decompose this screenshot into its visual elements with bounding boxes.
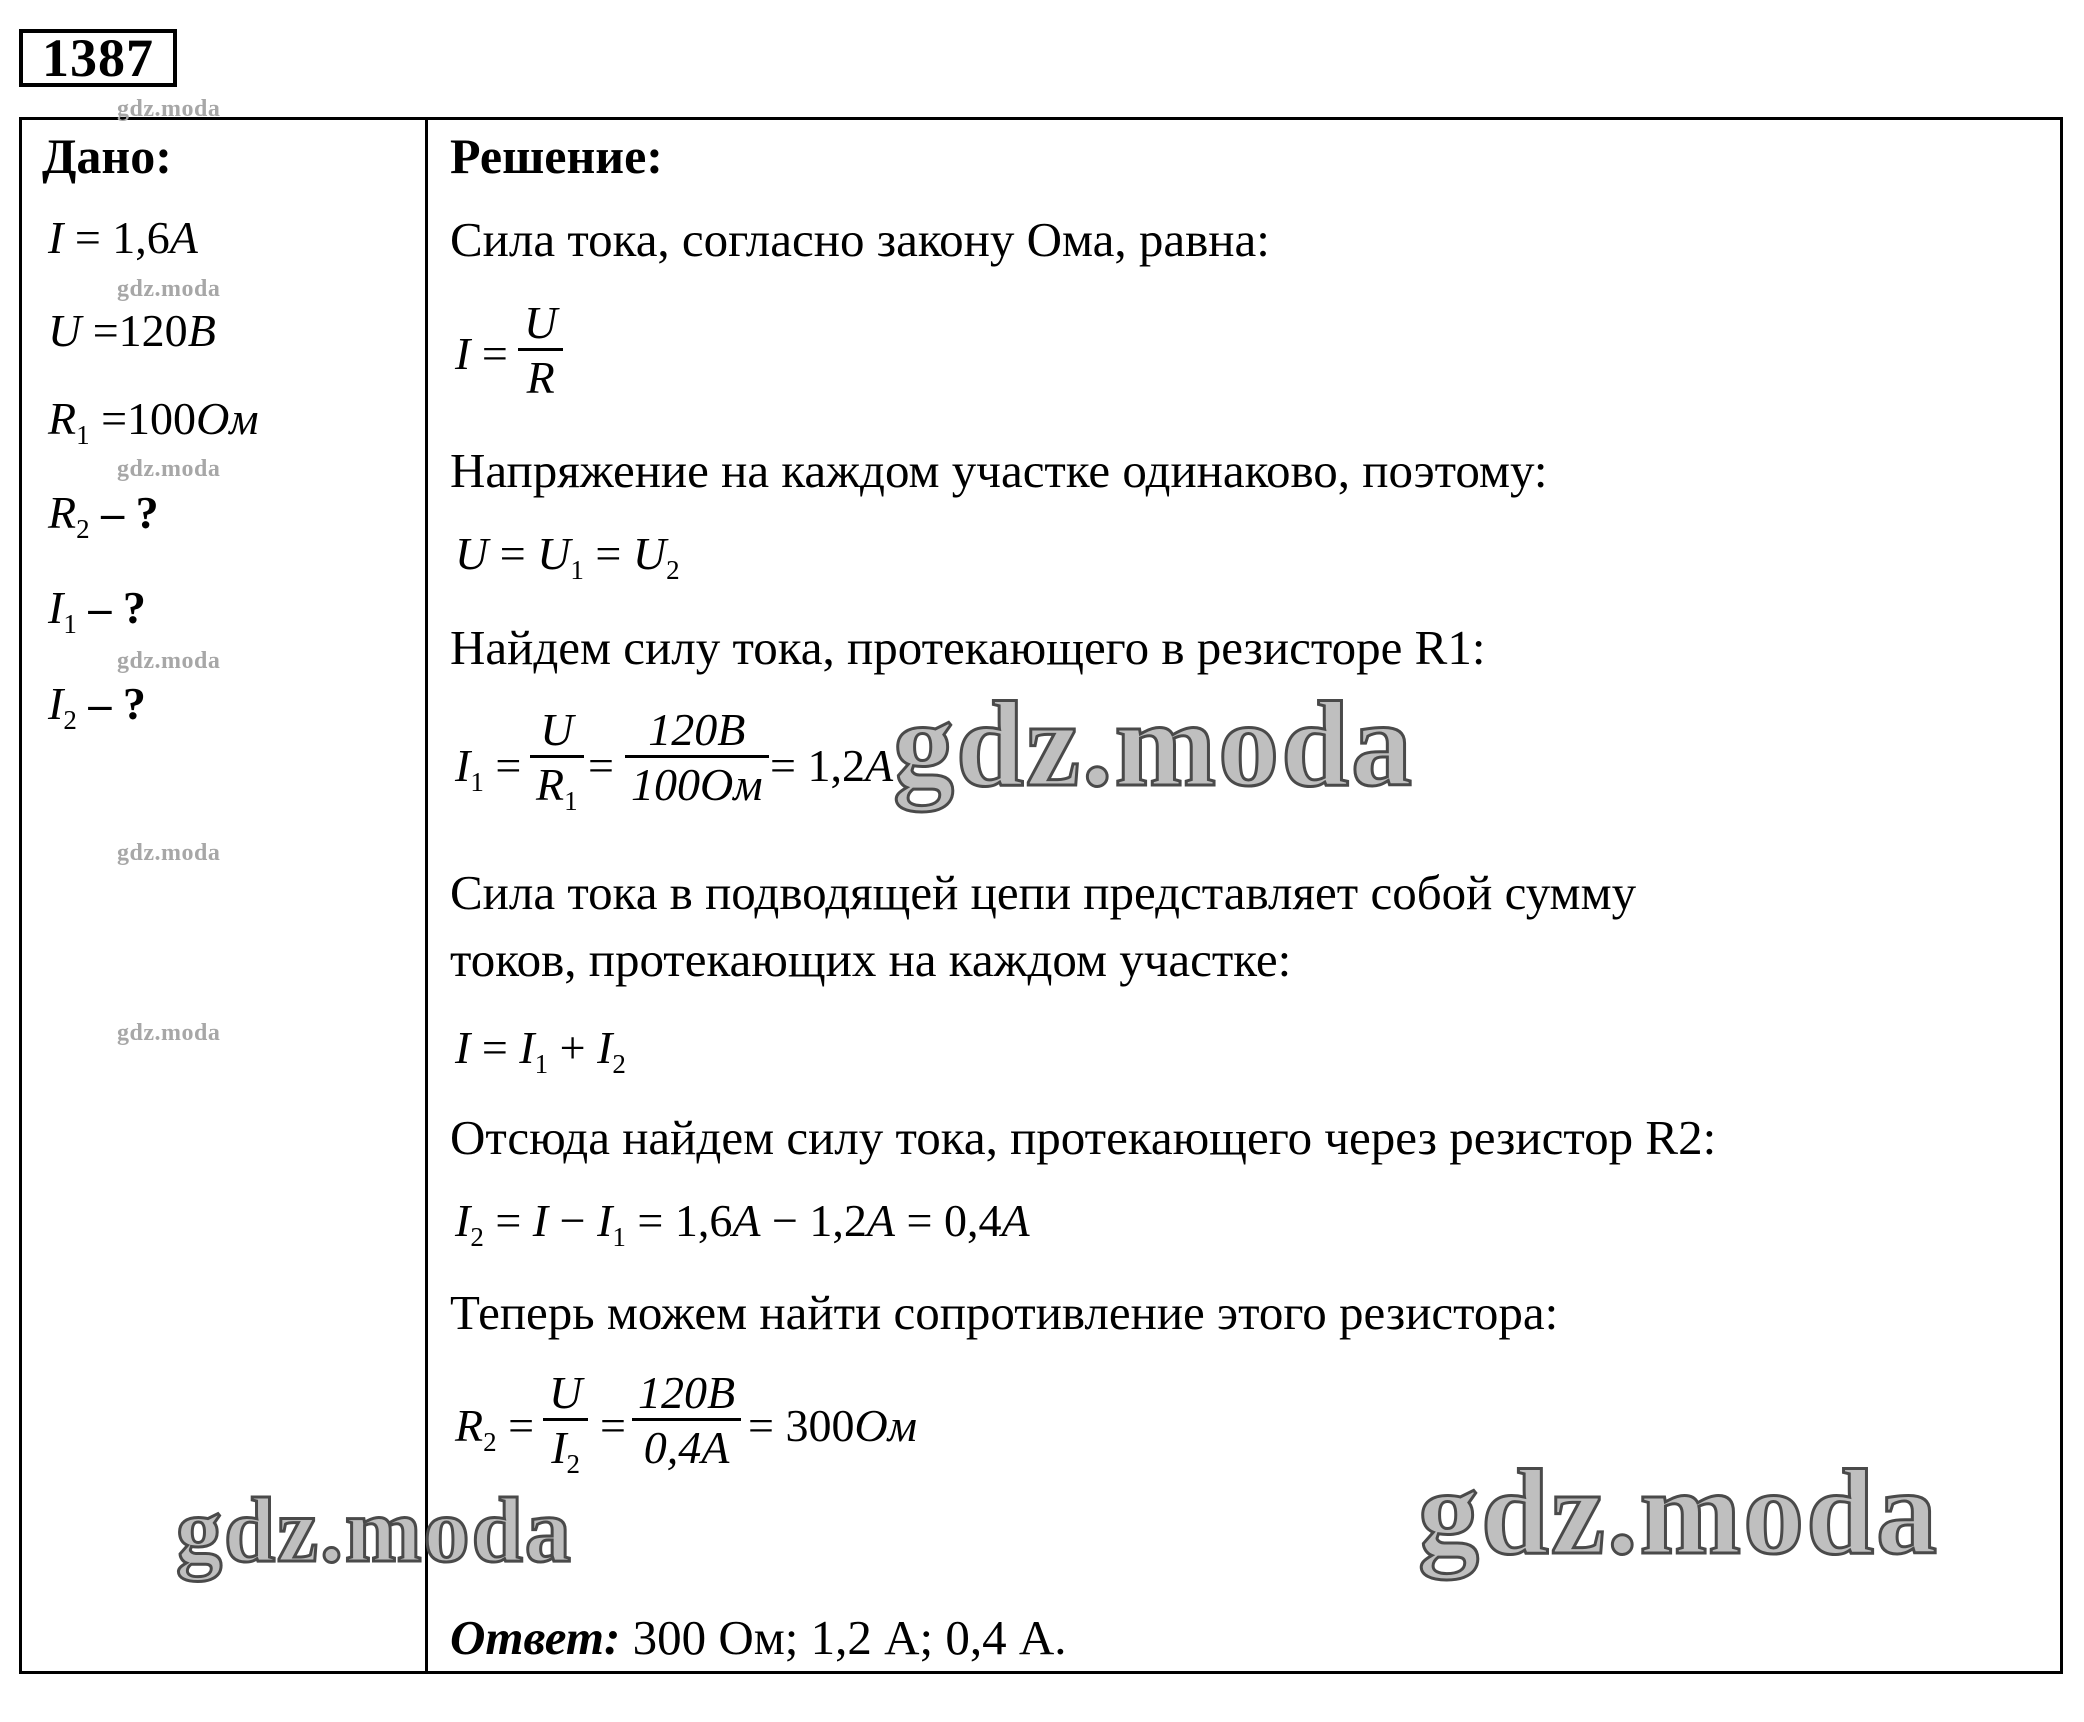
watermark-small: gdz.moda	[117, 276, 221, 302]
solution-line-2: Напряжение на каждом участке одинаково, поэтому:	[450, 443, 1548, 498]
watermark-small: gdz.moda	[117, 1020, 221, 1046]
solution-line-7: Теперь можем найти сопротивление этого резистора:	[450, 1285, 1559, 1340]
formula-i2: $I_2 = I - I_1 = 1,6A - 1,2A = 0,4A$	[455, 1195, 1030, 1252]
given-resistance-r1: $R_1 =100Ом$	[48, 393, 259, 450]
watermark-big: gdz.moda	[893, 677, 1414, 812]
fraction-u-over-r: $\frac{U}{R}$	[518, 298, 563, 403]
formula-i1-result: = 1,2A	[770, 740, 894, 791]
formula-current-sum: $I = I_1 + I_2$	[455, 1022, 626, 1079]
solution-line-4: Сила тока в подводящей цепи представляет собой сумму	[450, 865, 1637, 920]
solution-heading: Решение:	[450, 128, 663, 184]
watermark-small: gdz.moda	[117, 96, 221, 122]
solution-line-3: Найдем силу тока, протекающего в резисторе R1:	[450, 620, 1486, 675]
given-find-i2: $I_2$ – ?	[48, 678, 146, 735]
formula-r2-result: = 300Ом	[748, 1400, 918, 1451]
formula-voltage-equal: $U = U_1 = U_2$	[455, 528, 680, 585]
solution-line-1: Сила тока, согласно закону Ома, равна:	[450, 212, 1270, 267]
fraction-u-over-r1: $\frac{U}{R_1}$	[530, 705, 584, 826]
fraction-120-over-100: 120B 100Ом	[625, 705, 769, 810]
formula-ohms-law: I =	[455, 328, 508, 379]
solution-line-5: токов, протекающих на каждом участке:	[450, 932, 1292, 987]
formula-r2-lhs: $R_2$ =	[455, 1400, 535, 1457]
given-heading: Дано:	[42, 128, 172, 184]
answer-text: 300 Ом; 1,2 А; 0,4 А.	[620, 1610, 1067, 1665]
problem-number: 1387	[19, 29, 177, 87]
watermark-big: gdz.moda	[176, 1479, 573, 1581]
watermark-big: gdz.moda	[1418, 1445, 1939, 1580]
fraction-120-over-04: $\frac{120B}{0,4A}$	[632, 1368, 741, 1473]
column-divider	[425, 117, 428, 1674]
solution-line-6: Отсюда найдем силу тока, протекающего через резистор R2:	[450, 1110, 1717, 1165]
watermark-small: gdz.moda	[117, 648, 221, 674]
given-voltage: U =120B	[48, 305, 216, 356]
watermark-small: gdz.moda	[117, 840, 221, 866]
formula-i1-eq: =	[588, 740, 614, 791]
given-find-r2: $R_2$ – ?	[48, 487, 159, 544]
given-find-i1: $I_1$ – ?	[48, 582, 146, 639]
fraction-u-over-i2: $\frac{U}{I_2}$	[543, 1368, 588, 1489]
formula-i1-lhs: $I_1$ =	[455, 740, 522, 797]
given-current: I = 1,6A	[48, 212, 198, 263]
watermark-small: gdz.moda	[117, 456, 221, 482]
answer-label: Ответ:	[450, 1610, 621, 1665]
answer-line	[450, 1610, 1066, 1666]
formula-r2-eq: =	[600, 1400, 626, 1451]
